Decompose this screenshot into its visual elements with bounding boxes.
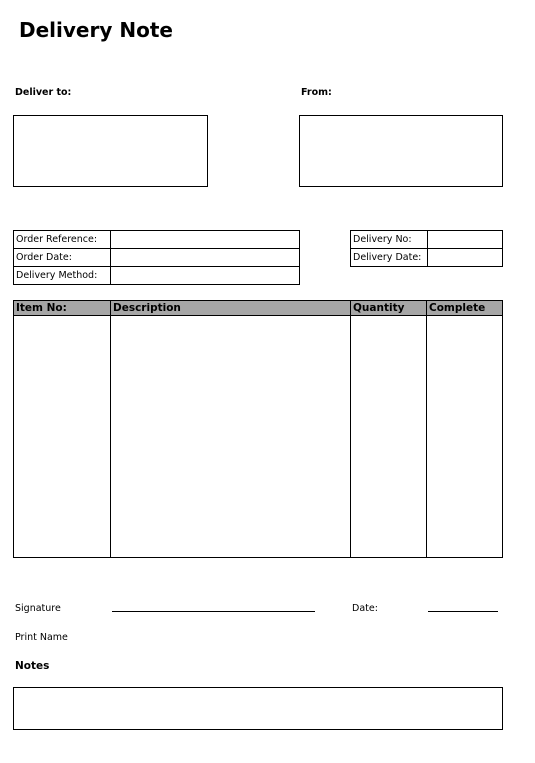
header-item-no: Item No: bbox=[16, 302, 67, 314]
delivery-method-label: Delivery Method: bbox=[14, 267, 111, 285]
quantity-cell[interactable] bbox=[351, 316, 426, 557]
delivery-method-field[interactable] bbox=[111, 267, 300, 285]
item-no-cell[interactable] bbox=[14, 316, 110, 557]
complete-cell[interactable] bbox=[427, 316, 502, 557]
date-label: Date: bbox=[352, 603, 378, 614]
header-complete: Complete bbox=[429, 302, 486, 314]
header-quantity: Quantity bbox=[353, 302, 405, 314]
delivery-date-label: Delivery Date: bbox=[351, 249, 428, 267]
from-label: From: bbox=[301, 87, 332, 98]
signature-line[interactable] bbox=[112, 611, 315, 612]
page-title: Delivery Note bbox=[19, 18, 173, 42]
notes-field[interactable] bbox=[13, 687, 503, 730]
delivery-no-field[interactable] bbox=[428, 231, 503, 249]
signature-label: Signature bbox=[15, 603, 61, 614]
delivery-no-label: Delivery No: bbox=[351, 231, 428, 249]
order-reference-field[interactable] bbox=[111, 231, 300, 249]
deliver-to-field[interactable] bbox=[13, 115, 208, 187]
notes-label: Notes bbox=[15, 660, 50, 672]
date-line[interactable] bbox=[428, 611, 498, 612]
delivery-info-table bbox=[350, 230, 503, 267]
delivery-date-field[interactable] bbox=[428, 249, 503, 267]
header-description: Description bbox=[113, 302, 181, 314]
order-info-table bbox=[13, 230, 300, 285]
deliver-to-label: Deliver to: bbox=[15, 87, 72, 98]
print-name-label: Print Name bbox=[15, 632, 68, 643]
order-date-label: Order Date: bbox=[14, 249, 111, 267]
order-date-field[interactable] bbox=[111, 249, 300, 267]
order-reference-label: Order Reference: bbox=[14, 231, 111, 249]
description-cell[interactable] bbox=[111, 316, 350, 557]
items-table bbox=[13, 300, 503, 558]
from-field[interactable] bbox=[299, 115, 503, 187]
